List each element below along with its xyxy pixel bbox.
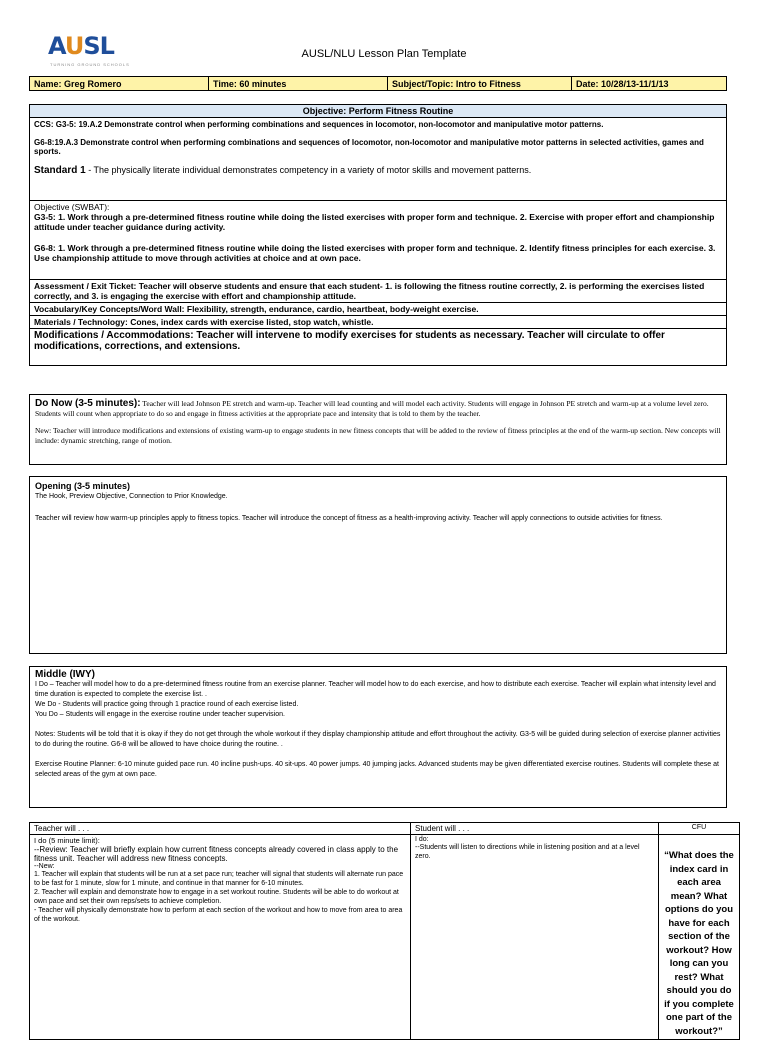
lesson-date: Date: 10/28/13-11/1/13 [572, 77, 727, 91]
teacher-line: --Review: Teacher will briefly explain how current fitness concepts already covered in class apply to the fitness unit. Teacher will address new fitness concepts. [34, 845, 399, 863]
do-now-new: New: Teacher will introduce modifications and extensions of existing warm-up to engage students in new fitness concepts that will be added to the review of fitness principles at the end of the warm-up section. New concepts will include: dynamic stretching, range of motion. [35, 426, 721, 445]
ccs-label: CCS: G3-5: [34, 120, 77, 129]
middle-label: Middle (IWY) [35, 669, 95, 680]
logo-letter-a: A [48, 32, 65, 60]
ccs-standard-g68: 19.A.3 Demonstrate control when performing combinations and sequences of locomotor, non-locomotor and manipulative motor patterns in selected activities, games and sports. [34, 138, 704, 156]
opening-subtitle: The Hook, Preview Objective, Connection to Prior Knowledge. [35, 493, 228, 500]
do-now-label: Do Now (3-5 minutes): [35, 398, 141, 409]
middle-notes: Notes: Students will be told that it is okay if they do not get through the whole workout if they display championship attitude and effort throughout the activity. G3-5 will be guided during selection of exercise planner activities to do during the routine. G6-8 will be allowed to have choice during the routine. . [35, 731, 721, 748]
header-info-table [29, 76, 727, 91]
teacher-name: Name: Greg Romero [30, 77, 209, 91]
ccs-section [30, 118, 726, 201]
teacher-line: I do (5 minute limit): [34, 836, 100, 845]
middle-planner: Exercise Routine Planner: 6-10 minute guided pace run. 40 incline push-ups. 40 sit-ups. 40 power jumps. 40 jumping jacks. Advanced students may be given differentiated exercise routines. Students will complete these at selected areas of the gym at own pace. [35, 761, 719, 778]
ccs-g68-label: G6-8: [34, 138, 55, 147]
col-header-teacher: Teacher will . . . [30, 823, 411, 835]
standard-label: Standard 1 [34, 165, 86, 176]
student-line: I do: [415, 836, 429, 843]
teacher-line: - Teacher will physically demonstrate how to perform at each section of the workout and how to move from area to area of the workout. [34, 907, 403, 923]
middle-i-do: I Do – Teacher will model how to do a pre-determined fitness routine from an exercise planner. Teacher will model how to do each exercise, and how to distribute each exercise. Teacher will explain what intensity level and time duration is expected to complete the exercise list. . [35, 681, 716, 698]
swbat-g35: G3-5: 1. Work through a pre-determined fitness routine while doing the listed exercises with proper form and technique. 2. Exercise with proper effort and championship attitude under teacher guidance during activity. [34, 212, 715, 232]
teacher-line: 1. Teacher will explain that students will be run at a set pace run; teacher will signal that students will alternate run pace to be fast for 1 minute, slow for 1 minute, and continue in that manner for 6-10 minutes. [34, 871, 404, 887]
opening-label: Opening (3-5 minutes) [35, 481, 131, 491]
document-title: AUSL/NLU Lesson Plan Template [301, 48, 467, 60]
teacher-line: --New: [34, 863, 55, 870]
lesson-time: Time: 60 minutes [209, 77, 388, 91]
do-now-text: Teacher will lead Johnson PE stretch and warm-up. Teacher will lead counting and will model each activity. Students will engage in Johnson PE stretch and warm-up at a volume level zero. Students will count when appropriate to do so and engage in fitness activities at the appropriate pace and intensity that is told to them by the teacher. [35, 399, 709, 418]
swbat-g68: G6-8: 1. Work through a pre-determined fitness routine while doing the listed exercises with proper form and technique. 2. Identify fitness principles for each exercise. 3. Use championship attitude to move through activities at choice and at own pace. [34, 243, 716, 263]
subject-topic: Subject/Topic: Intro to Fitness [388, 77, 572, 91]
objective-box [29, 104, 727, 366]
middle-you-do: You Do – Students will engage in the exercise routine under teacher supervision. [35, 711, 285, 718]
ccs-standard-g35: 19.A.2 Demonstrate control when performing combinations and sequences in locomotor, non-locomotor and manipulative motor patterns. [78, 120, 604, 129]
logo-letter-u: U [64, 32, 84, 60]
assessment-section: Assessment / Exit Ticket: Teacher will observe students and ensure that each student- 1. is following the fitness routine correctly, 2. is performing the exercises listed correctly, and 3. is engaging the exercise with effort and championship attitude. [30, 280, 726, 303]
logo-letters-sl: SL [83, 32, 114, 60]
opening-text: Teacher will review how warm-up principles apply to fitness topics. Teacher will introduce the concept of fitness as a health-improving activity. Teacher will apply connections to outside activities for fitness. [35, 515, 663, 522]
swbat-label: Objective (SWBAT): [34, 202, 110, 212]
teacher-cell [30, 835, 411, 1040]
cfu-cell: “What does the index card in each area mean? What options do you have for each section of the workout? How long can you rest? What should you do if you complete one part of the workout?” [659, 835, 740, 1040]
objective-band: Objective: Perform Fitness Routine [30, 105, 726, 118]
swbat-section [30, 201, 726, 280]
teacher-student-grid [29, 822, 740, 1040]
teacher-line: 2. Teacher will explain and demonstrate how to engage in a set workout routine. Students will be able to do workout at own pace and set their own reps/sets to achieve completion. [34, 889, 399, 905]
middle-we-do: We Do - Students will practice going through 1 practice round of each exercise listed. [35, 701, 299, 708]
student-line: --Students will listen to directions while in listening position and at a level zero. [415, 844, 640, 860]
student-cell [411, 835, 659, 1040]
opening-box-bottom [29, 629, 727, 654]
standard-text: - The physically literate individual demonstrates competency in a variety of motor skills and movement patterns. [85, 165, 532, 175]
opening-box [29, 476, 727, 546]
modifications-section: Modifications / Accommodations: Teacher will intervene to modify exercises for students as necessary. Teacher will circulate to offer modifications, corrections, and extensions. [34, 330, 665, 352]
col-header-cfu: CFU [659, 823, 740, 835]
materials-section: Materials / Technology: Cones, index cards with exercise listed, stop watch, whistle. [30, 316, 726, 329]
vocabulary-section: Vocabulary/Key Concepts/Word Wall: Flexibility, strength, endurance, cardio, heartbeat, body-weight exercise. [30, 303, 726, 316]
logo-tagline: TURNING GROUND SCHOOLS [50, 62, 130, 67]
middle-box [29, 666, 727, 808]
col-header-student: Student will . . . [411, 823, 659, 835]
do-now-box [29, 394, 727, 465]
